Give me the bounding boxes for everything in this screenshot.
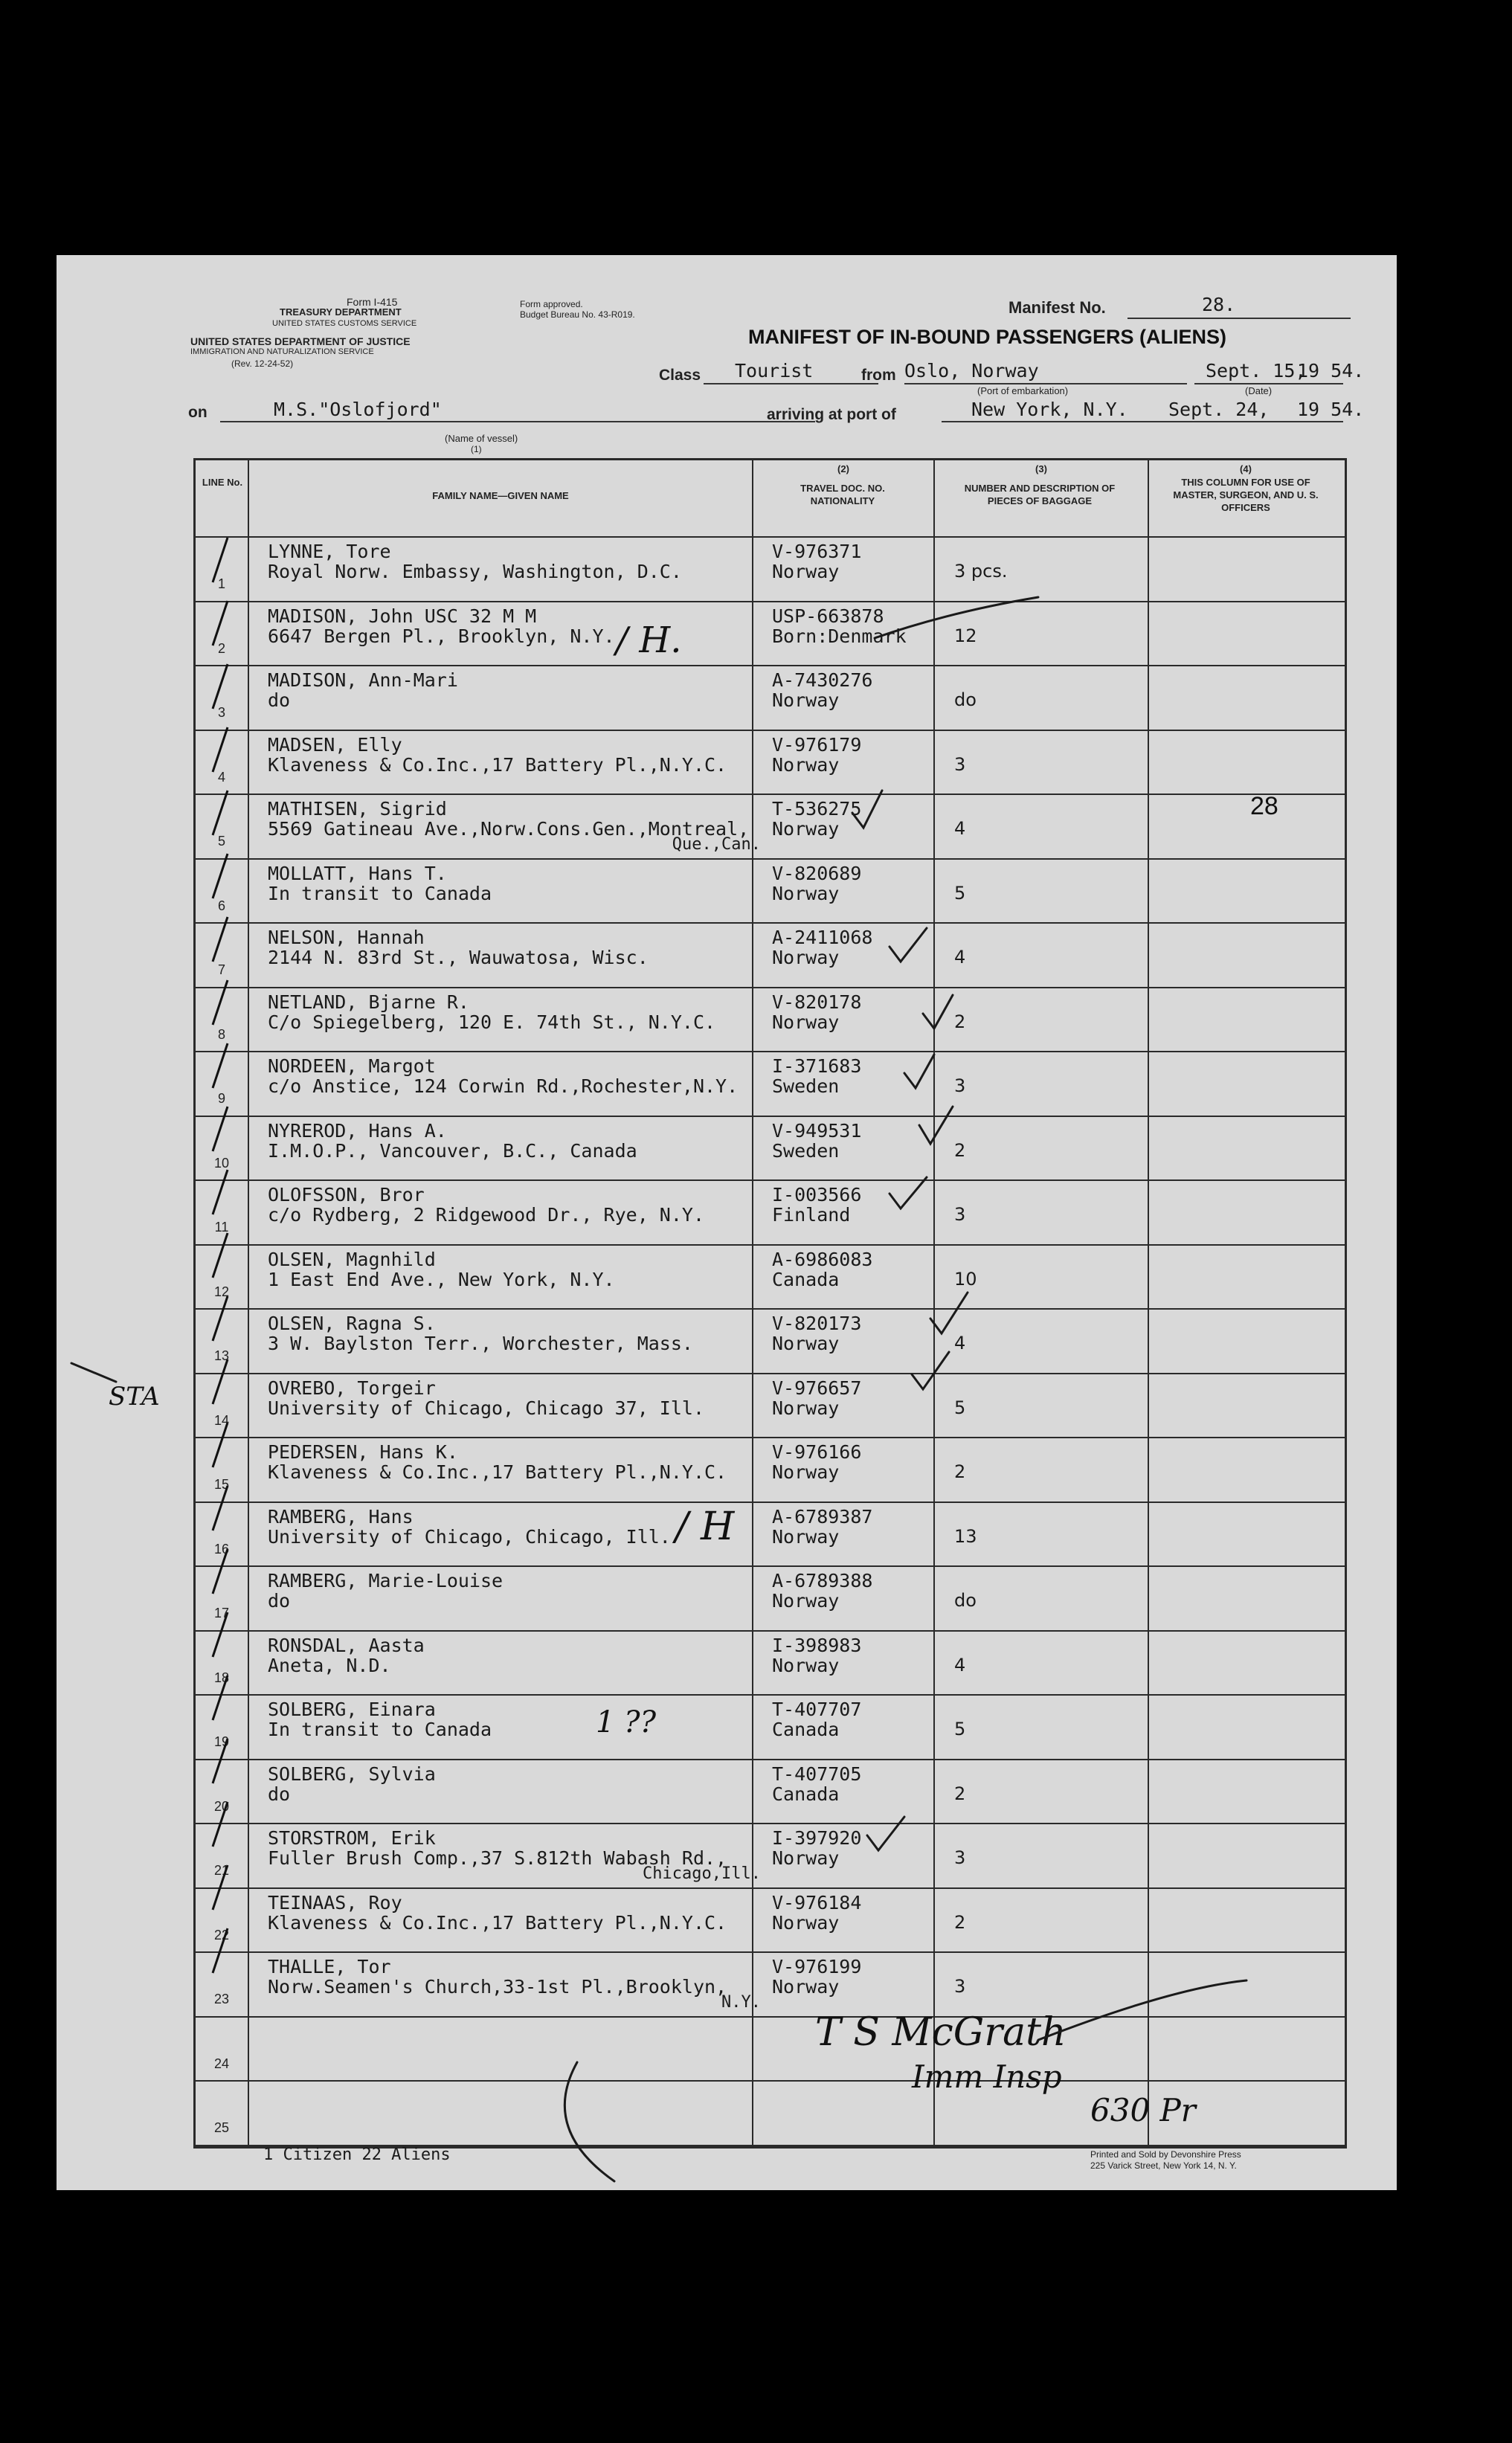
- baggage-count: 2: [954, 1139, 966, 1161]
- passenger-name: NELSON, Hannah: [268, 927, 425, 948]
- line-number: 6: [217, 898, 225, 913]
- check-mark: [912, 1352, 949, 1389]
- passenger-name: RONSDAL, Aasta: [268, 1634, 425, 1656]
- row-tick: [213, 1802, 228, 1847]
- line-number: 18: [213, 1670, 230, 1685]
- baggage-count: 2: [954, 1911, 966, 1933]
- travel-doc-no: V-820178: [772, 991, 862, 1013]
- header-name: FAMILY NAME—GIVEN NAME: [432, 490, 569, 501]
- row-tick: [213, 980, 228, 1025]
- travel-doc-no: V-976184: [772, 1891, 862, 1913]
- nationality: Norway: [772, 1333, 840, 1354]
- arrival-port: New York, N.Y.: [971, 399, 1128, 420]
- ih-mark-2: / H: [675, 1504, 735, 1549]
- line-number: 3: [217, 705, 225, 720]
- row-tick: [213, 601, 228, 646]
- nationality: Norway: [772, 561, 840, 582]
- passenger-address: Aneta, N.D.: [268, 1654, 391, 1676]
- nationality: Norway: [772, 818, 840, 840]
- travel-doc-no: T-536275: [772, 798, 862, 820]
- passenger-name: MATHISEN, Sigrid: [268, 798, 447, 820]
- vessel-caption: (Name of vessel): [445, 433, 518, 444]
- check-mark: [889, 1177, 927, 1208]
- embark-year: 19 54.: [1297, 360, 1365, 382]
- line-number: 11: [214, 1220, 229, 1235]
- nationality: Canada: [772, 1719, 840, 1740]
- travel-doc-no: A-7430276: [772, 669, 873, 691]
- line-number: 20: [213, 1798, 230, 1814]
- passenger-address: Klaveness & Co.Inc.,17 Battery Pl.,N.Y.C.: [268, 1461, 727, 1483]
- passenger-name: LYNNE, Tore: [268, 541, 391, 562]
- passenger-name: OLOFSSON, Bror: [268, 1184, 425, 1206]
- passenger-name: NORDEEN, Margot: [268, 1055, 436, 1077]
- line-number: 7: [217, 962, 225, 977]
- line-number: 23: [213, 1992, 230, 2006]
- passenger-address-cont: N.Y.: [721, 1993, 761, 2012]
- passenger-address: 6647 Bergen Pl., Brooklyn, N.Y.: [268, 625, 615, 647]
- row-tick: [213, 1486, 228, 1531]
- printer-line-1: Printed and Sold by Devonshire Press: [1090, 2149, 1241, 2160]
- baggage-count: 12: [954, 625, 977, 646]
- baggage-count: 2: [954, 1461, 966, 1482]
- signature-code: 630 Pr: [1090, 2092, 1196, 2128]
- travel-doc-no: A-6986083: [772, 1248, 873, 1270]
- travel-doc-no: V-820173: [772, 1313, 862, 1334]
- passenger-address: Klaveness & Co.Inc.,17 Battery Pl.,N.Y.C.: [268, 1911, 727, 1934]
- on-label: on: [188, 404, 208, 421]
- header-doc-no: (2): [837, 463, 849, 474]
- line-number: 12: [213, 1284, 230, 1299]
- printer-line-2: 225 Varick Street, New York 14, N. Y.: [1090, 2160, 1237, 2171]
- check-mark: [919, 1107, 953, 1144]
- passenger-name: MOLLATT, Hans T.: [268, 862, 447, 884]
- row-tick: [213, 1359, 228, 1404]
- passenger-address: do: [268, 689, 291, 711]
- row-tick: [213, 1739, 228, 1783]
- line-number: 17: [213, 1606, 230, 1620]
- revision-label: (Rev. 12-24-52): [231, 358, 294, 369]
- header-line-no: LINE No.: [202, 477, 243, 488]
- row-tick: [213, 917, 228, 962]
- row-tick: [213, 1107, 228, 1151]
- row-tick: [213, 1549, 228, 1594]
- row-tick: [213, 1676, 228, 1720]
- nationality: Norway: [772, 1590, 840, 1612]
- passenger-address: c/o Anstice, 124 Corwin Rd.,Rochester,N.Y.: [268, 1075, 739, 1097]
- travel-doc-no: V-949531: [772, 1119, 862, 1142]
- class-label: Class: [659, 367, 701, 384]
- travel-doc-no: A-6789387: [772, 1505, 873, 1528]
- nationality: Canada: [772, 1268, 840, 1290]
- passenger-name: RAMBERG, Hans: [268, 1505, 414, 1528]
- passenger-name: MADSEN, Elly: [268, 733, 402, 756]
- passenger-address: 2144 N. 83rd St., Wauwatosa, Wisc.: [268, 947, 649, 968]
- baggage-count: 2: [954, 1783, 966, 1804]
- passenger-name: NYREROD, Hans A.: [268, 1119, 447, 1142]
- nationality: Norway: [772, 947, 840, 968]
- row-tick: [213, 1423, 228, 1467]
- line-number: 15: [213, 1477, 230, 1492]
- treasury-label: TREASURY DEPARTMENT: [280, 306, 402, 318]
- row-tick: [213, 1865, 228, 1910]
- nationality: Norway: [772, 1397, 840, 1419]
- nationality: Born:Denmark: [772, 625, 907, 647]
- travel-doc-no: V-976179: [772, 733, 862, 756]
- header-baggage: NUMBER AND DESCRIPTION OF PIECES OF BAGGAGE: [964, 483, 1116, 506]
- customs-label: UNITED STATES CUSTOMS SERVICE: [272, 319, 417, 328]
- passenger-name: STORSTROM, Erik: [268, 1827, 436, 1849]
- passenger-address-cont: Chicago,Ill.: [643, 1864, 761, 1883]
- margin-note: STA: [109, 1382, 160, 1412]
- travel-doc-no: V-976199: [772, 1956, 862, 1977]
- passenger-name: THALLE, Tor: [268, 1956, 391, 1977]
- baggage-count: 2: [954, 1011, 966, 1032]
- row-tick: [213, 1170, 228, 1214]
- row-tick: [213, 538, 228, 582]
- passenger-address: I.M.O.P., Vancouver, B.C., Canada: [268, 1139, 637, 1162]
- signature-title: Imm Insp: [912, 2059, 1062, 2095]
- budget-bureau: Budget Bureau No. 43-R019.: [520, 309, 635, 320]
- passenger-name: OVREBO, Torgeir: [268, 1377, 436, 1399]
- line-number: 25: [213, 2120, 230, 2135]
- travel-doc-no: T-407705: [772, 1763, 862, 1785]
- passenger-address: do: [268, 1590, 291, 1612]
- passenger-name: NETLAND, Bjarne R.: [268, 991, 469, 1013]
- manifest-no-label: Manifest No.: [1008, 298, 1106, 317]
- arrival-date: Sept. 24,: [1168, 399, 1270, 420]
- row-tick: [213, 1612, 228, 1657]
- passenger-name: SOLBERG, Sylvia: [268, 1763, 436, 1785]
- row-tick: [213, 1928, 228, 1973]
- baggage-count: 4: [954, 1654, 966, 1676]
- from-label: from: [861, 367, 896, 384]
- manifest-no-value: 28.: [1202, 294, 1236, 315]
- row-tick: [213, 664, 228, 709]
- passenger-address: do: [268, 1783, 291, 1805]
- passenger-address: In transit to Canada: [268, 882, 492, 904]
- header-doc: TRAVEL DOC. NO. NATIONALITY: [800, 483, 885, 506]
- travel-doc-no: A-6789388: [772, 1570, 873, 1591]
- passenger-address: c/o Rydberg, 2 Ridgewood Dr., Rye, N.Y.: [268, 1204, 704, 1226]
- vessel-name: M.S."Oslofjord": [274, 399, 442, 420]
- port-caption: (Port of embarkation): [977, 385, 1069, 396]
- signature: T S McGrath: [815, 2010, 1067, 2055]
- passenger-name: TEINAAS, Roy: [268, 1891, 402, 1913]
- arrival-year: 19 54.: [1297, 399, 1365, 420]
- line-number: 9: [217, 1091, 225, 1106]
- baggage-count: 3: [954, 1075, 966, 1096]
- passenger-address: C/o Spiegelberg, 120 E. 74th St., N.Y.C.: [268, 1011, 716, 1033]
- nationality: Norway: [772, 1976, 840, 1998]
- baggage-count: 4: [954, 818, 966, 839]
- nationality: Norway: [772, 1911, 840, 1934]
- date-caption: (Date): [1245, 385, 1273, 396]
- check-mark: [875, 597, 1038, 638]
- passenger-name: RAMBERG, Marie-Louise: [268, 1570, 504, 1591]
- passenger-name: OLSEN, Ragna S.: [268, 1313, 436, 1334]
- baggage-count: do: [954, 689, 977, 710]
- line-number: 10: [213, 1155, 230, 1171]
- passenger-address: 1 East End Ave., New York, N.Y.: [268, 1268, 615, 1290]
- nationality: Norway: [772, 1525, 840, 1548]
- passenger-name: MADISON, John USC 32 M M: [268, 605, 537, 627]
- from-value: Oslo, Norway: [904, 360, 1039, 382]
- passenger-address: 3 W. Baylston Terr., Worchester, Mass.: [268, 1333, 693, 1354]
- passenger-address: Royal Norw. Embassy, Washington, D.C.: [268, 561, 682, 582]
- baggage-count: 10: [954, 1268, 977, 1290]
- nationality: Norway: [772, 753, 840, 776]
- nationality: Sweden: [772, 1139, 840, 1162]
- baggage-count: 3: [954, 1204, 966, 1225]
- travel-doc-no: V-976657: [772, 1377, 862, 1399]
- row-tick: [213, 1296, 228, 1341]
- passenger-address: 5569 Gatineau Ave.,Norw.Cons.Gen.,Montreal,: [268, 818, 750, 840]
- travel-doc-no: I-371683: [772, 1055, 862, 1077]
- header-officers-no: (4): [1240, 463, 1252, 474]
- check-mark: [867, 1817, 904, 1850]
- nationality: Sweden: [772, 1075, 840, 1097]
- travel-doc-no: I-398983: [772, 1634, 862, 1656]
- travel-doc-no: A-2411068: [772, 927, 873, 948]
- check-marks: [57, 255, 1397, 2190]
- row-tick: [213, 1233, 228, 1278]
- nationality: Finland: [772, 1204, 851, 1226]
- baggage-count: 3: [954, 753, 966, 775]
- mark-19: 1 ??: [596, 1705, 657, 1739]
- row-tick: [213, 1043, 228, 1088]
- travel-doc-no: V-976371: [772, 541, 862, 562]
- line-number: 13: [213, 1348, 230, 1363]
- baggage-count: 5: [954, 882, 966, 904]
- line-number: 1: [217, 576, 225, 591]
- travel-doc-no: T-407707: [772, 1699, 862, 1720]
- nationality: Norway: [772, 882, 840, 904]
- travel-doc-no: V-976166: [772, 1441, 862, 1463]
- passenger-address: Klaveness & Co.Inc.,17 Battery Pl.,N.Y.C.: [268, 753, 727, 776]
- passenger-name: PEDERSEN, Hans K.: [268, 1441, 458, 1463]
- manifest-sheet: [57, 255, 1397, 2190]
- line-number: 8: [217, 1026, 225, 1042]
- ih-mark: / H.: [616, 619, 682, 661]
- line-number: 21: [213, 1863, 230, 1878]
- nationality: Norway: [772, 689, 840, 711]
- nationality: Canada: [772, 1783, 840, 1805]
- passenger-address: University of Chicago, Chicago, Ill.: [268, 1525, 671, 1548]
- passenger-address: Fuller Brush Comp.,37 S.812th Wabash Rd.,: [268, 1847, 727, 1869]
- check-mark: [889, 928, 927, 962]
- nationality: Norway: [772, 1654, 840, 1676]
- baggage-count: 5: [954, 1719, 966, 1739]
- nationality: Norway: [772, 1847, 840, 1869]
- line-number: 24: [213, 2056, 230, 2071]
- signature-flourish: [1038, 1980, 1246, 2040]
- embark-date: Sept. 15,: [1206, 360, 1307, 382]
- line-number: 19: [213, 1734, 230, 1749]
- check-mark: [852, 791, 882, 828]
- passenger-address-cont: Que.,Can.: [672, 835, 761, 854]
- baggage-count: 13: [954, 1525, 977, 1547]
- passenger-name: OLSEN, Magnhild: [268, 1248, 436, 1270]
- passenger-name: MADISON, Ann-Mari: [268, 669, 458, 691]
- baggage-count: 3 pcs.: [954, 561, 1008, 582]
- form-approved: Form approved.: [520, 299, 583, 309]
- travel-doc-no: I-003566: [772, 1184, 862, 1206]
- totals: 1 Citizen 22 Aliens: [263, 2146, 451, 2164]
- arriving-label: arriving at port of: [767, 406, 896, 423]
- nationality: Norway: [772, 1461, 840, 1483]
- check-mark: [923, 995, 953, 1029]
- row-tick: [213, 854, 228, 898]
- line-number: 14: [213, 1412, 230, 1428]
- line-number: 4: [217, 769, 225, 785]
- line-number: 16: [213, 1541, 230, 1557]
- travel-doc-no: USP-663878: [772, 605, 884, 627]
- passenger-name: SOLBERG, Einara: [268, 1699, 436, 1720]
- col1-marker: (1): [471, 444, 482, 454]
- form-number: Form I-415: [347, 296, 398, 308]
- manifest-title: MANIFEST OF IN-BOUND PASSENGERS (ALIENS): [748, 326, 1227, 348]
- baggage-count: 5: [954, 1397, 966, 1418]
- ins-label: IMMIGRATION AND NATURALIZATION SERVICE: [190, 347, 374, 356]
- passenger-address: Norw.Seamen's Church,33-1st Pl.,Brooklyn,: [268, 1976, 727, 1998]
- passenger-address: In transit to Canada: [268, 1719, 492, 1740]
- check-mark: [904, 1055, 934, 1088]
- nationality: Norway: [772, 1011, 840, 1033]
- col4-number: 28: [1250, 792, 1278, 820]
- baggage-count: 3: [954, 1976, 966, 1997]
- line-number: 22: [213, 1927, 230, 1943]
- passenger-address: University of Chicago, Chicago 37, Ill.: [268, 1397, 704, 1419]
- strike-arrow: [71, 1363, 116, 1382]
- header-baggage-no: (3): [1035, 463, 1047, 474]
- row-tick: [213, 727, 228, 772]
- line-number: 5: [217, 834, 225, 849]
- class-value: Tourist: [735, 360, 814, 382]
- header-officers: THIS COLUMN FOR USE OF MASTER, SURGEON, AND U. S. OFFICERS: [1173, 477, 1319, 513]
- travel-doc-no: I-397920: [772, 1827, 862, 1849]
- baggage-count: 3: [954, 1847, 966, 1868]
- handwritten-bracket: [564, 2062, 614, 2181]
- travel-doc-no: V-820689: [772, 862, 862, 884]
- row-tick: [213, 791, 228, 835]
- baggage-count: 4: [954, 1333, 966, 1354]
- baggage-count: 4: [954, 947, 966, 968]
- justice-label: UNITED STATES DEPARTMENT OF JUSTICE: [190, 335, 411, 347]
- line-number: 2: [217, 640, 225, 656]
- check-mark: [930, 1293, 968, 1333]
- baggage-count: do: [954, 1590, 977, 1611]
